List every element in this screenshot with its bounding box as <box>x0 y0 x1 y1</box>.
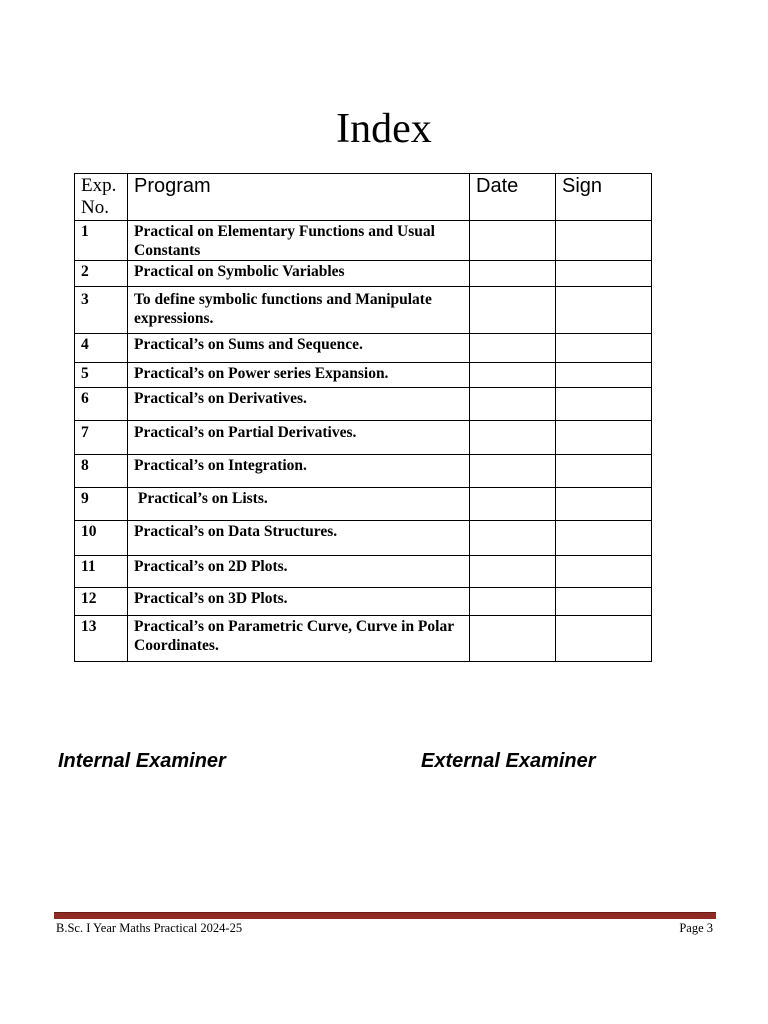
external-examiner-label: External Examiner <box>421 750 596 772</box>
exp-no-cell: 9 <box>75 488 128 521</box>
program-cell: Practical’s on 2D Plots. <box>128 556 470 588</box>
index-table <box>74 173 652 662</box>
date-cell <box>470 261 556 287</box>
sign-cell <box>556 455 652 488</box>
exp-no-cell: 12 <box>75 588 128 616</box>
footer-page-number: Page 3 <box>679 921 713 935</box>
internal-examiner-label: Internal Examiner <box>58 750 226 772</box>
date-cell <box>470 521 556 556</box>
program-cell: Practical’s on Parametric Curve, Curve in Polar Coordinates. <box>128 616 470 662</box>
exp-no-cell: 4 <box>75 334 128 363</box>
table-row <box>75 455 652 488</box>
footer-course: B.Sc. I Year Maths Practical 2024-25 <box>56 921 243 935</box>
exp-no-cell: 13 <box>75 616 128 662</box>
date-cell <box>470 616 556 662</box>
date-cell <box>470 588 556 616</box>
footer-rule-thin <box>54 918 716 919</box>
date-cell <box>470 556 556 588</box>
date-cell <box>470 221 556 261</box>
exp-no-cell: 2 <box>75 261 128 287</box>
sign-cell <box>556 221 652 261</box>
sign-cell <box>556 488 652 521</box>
sign-cell <box>556 261 652 287</box>
table-row <box>75 287 652 334</box>
date-cell <box>470 455 556 488</box>
table-row <box>75 388 652 421</box>
exp-no-cell: 3 <box>75 287 128 334</box>
exp-no-cell: 5 <box>75 363 128 388</box>
program-cell: Practical’s on Integration. <box>128 455 470 488</box>
sign-cell <box>556 287 652 334</box>
sign-cell <box>556 556 652 588</box>
program-cell: Practical’s on Sums and Sequence. <box>128 334 470 363</box>
exp-no-cell: 6 <box>75 388 128 421</box>
program-cell: Practical’s on Partial Derivatives. <box>128 421 470 455</box>
program-cell: Practical’s on Lists. <box>128 488 470 521</box>
date-cell <box>470 421 556 455</box>
date-cell <box>470 334 556 363</box>
date-cell <box>470 388 556 421</box>
table-row <box>75 421 652 455</box>
program-cell: Practical on Symbolic Variables <box>128 261 470 287</box>
header-program: Program <box>128 174 470 221</box>
page-title: Index <box>336 106 432 152</box>
table-row <box>75 221 652 261</box>
exp-no-cell: 1 <box>75 221 128 261</box>
table-row <box>75 521 652 556</box>
program-cell: Practical’s on Derivatives. <box>128 388 470 421</box>
table-row <box>75 588 652 616</box>
header-exp-no: Exp. No. <box>75 174 128 221</box>
exp-no-cell: 10 <box>75 521 128 556</box>
header-sign: Sign <box>556 174 652 221</box>
date-cell <box>470 363 556 388</box>
program-cell: Practical’s on Data Structures. <box>128 521 470 556</box>
table-row <box>75 488 652 521</box>
table-row <box>75 334 652 363</box>
table-header-row <box>75 174 652 221</box>
date-cell <box>470 488 556 521</box>
exp-no-cell: 11 <box>75 556 128 588</box>
sign-cell <box>556 388 652 421</box>
sign-cell <box>556 421 652 455</box>
sign-cell <box>556 334 652 363</box>
sign-cell <box>556 616 652 662</box>
sign-cell <box>556 363 652 388</box>
table-row <box>75 556 652 588</box>
table-row <box>75 616 652 662</box>
exp-no-cell: 7 <box>75 421 128 455</box>
exp-no-cell: 8 <box>75 455 128 488</box>
table-row <box>75 363 652 388</box>
program-cell: Practical’s on 3D Plots. <box>128 588 470 616</box>
sign-cell <box>556 588 652 616</box>
table-row <box>75 261 652 287</box>
sign-cell <box>556 521 652 556</box>
program-cell: To define symbolic functions and Manipulate expressions. <box>128 287 470 334</box>
date-cell <box>470 287 556 334</box>
program-cell: Practical’s on Power series Expansion. <box>128 363 470 388</box>
header-date: Date <box>470 174 556 221</box>
program-cell: Practical on Elementary Functions and Usual Constants <box>128 221 470 261</box>
